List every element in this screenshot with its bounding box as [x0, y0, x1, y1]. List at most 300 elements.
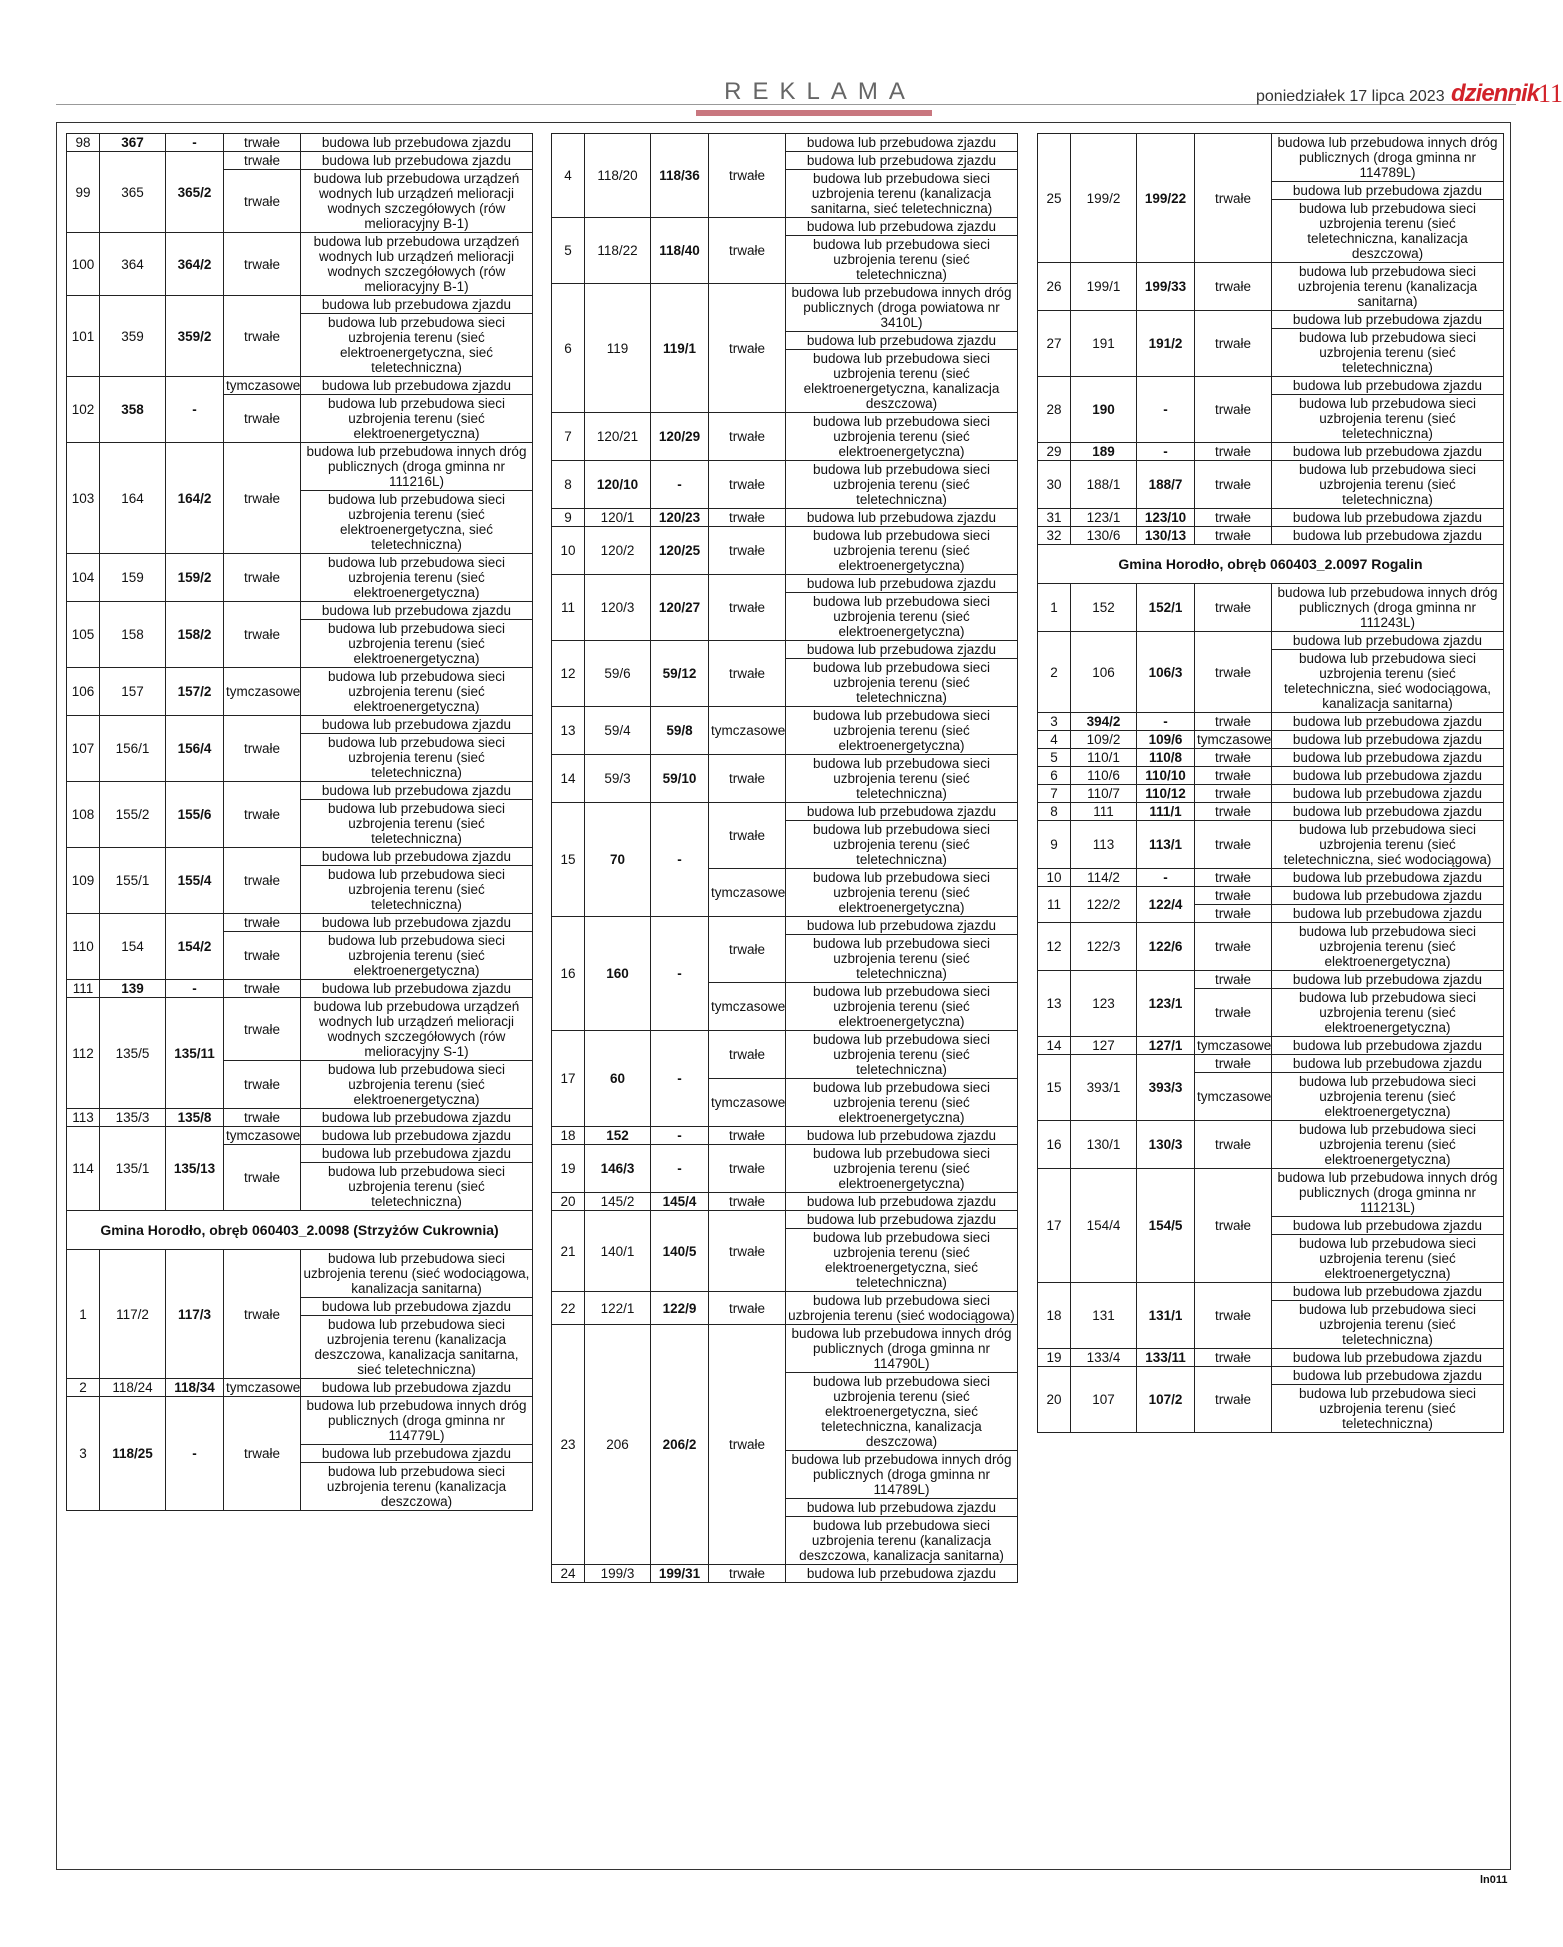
row-number: 26 [1038, 263, 1071, 311]
work-description: budowa lub przebudowa sieci uzbrojenia terenu (sieć elektroenergetyczna) [301, 395, 533, 443]
occupation-type: trwałe [709, 917, 786, 983]
work-description: budowa lub przebudowa sieci uzbrojenia terenu (sieć elektroenergetyczna) [1272, 923, 1504, 971]
work-description: budowa lub przebudowa zjazdu [786, 641, 1018, 659]
work-description: budowa lub przebudowa sieci uzbrojenia terenu (sieć teletechniczna) [301, 734, 533, 782]
table-row [1038, 443, 1504, 461]
parcel-new: 155/6 [166, 782, 224, 848]
work-description: budowa lub przebudowa sieci uzbrojenia terenu (sieć teletechniczna, kanalizacja deszczowa) [1272, 200, 1504, 263]
parcel-new: 118/40 [651, 218, 709, 284]
table-row [552, 1193, 1018, 1211]
table-row [67, 998, 533, 1061]
row-number: 17 [1038, 1169, 1071, 1283]
row-number: 10 [1038, 869, 1071, 887]
parcel-new: 117/3 [166, 1250, 224, 1379]
row-number: 32 [1038, 527, 1071, 545]
table-row [67, 554, 533, 602]
occupation-type: trwałe [1195, 584, 1272, 632]
occupation-type: trwałe [709, 527, 786, 575]
work-description: budowa lub przebudowa zjazdu [1272, 527, 1504, 545]
parcel-new: - [651, 803, 709, 917]
section-heading: Gmina Horodło, obręb 060403_2.0097 Rogalin [1038, 545, 1504, 584]
work-description: budowa lub przebudowa zjazdu [1272, 311, 1504, 329]
occupation-type: trwałe [1195, 632, 1272, 713]
occupation-type: trwałe [224, 170, 301, 233]
parcel-new: 199/33 [1137, 263, 1195, 311]
parcel-old: 122/1 [585, 1292, 651, 1325]
work-description: budowa lub przebudowa zjazdu [301, 1109, 533, 1127]
parcel-new: 59/8 [651, 707, 709, 755]
occupation-type: trwałe [224, 296, 301, 377]
parcel-new: 123/10 [1137, 509, 1195, 527]
parcel-new: 135/11 [166, 998, 224, 1109]
work-description: budowa lub przebudowa zjazdu [301, 782, 533, 800]
parcel-new: 199/31 [651, 1565, 709, 1583]
parcel-old: 130/1 [1071, 1121, 1137, 1169]
parcel-new: 206/2 [651, 1325, 709, 1565]
work-description: budowa lub przebudowa zjazdu [786, 803, 1018, 821]
table-row [67, 980, 533, 998]
occupation-type: trwałe [709, 1193, 786, 1211]
work-description: budowa lub przebudowa sieci uzbrojenia terenu (sieć elektroenergetyczna, sieć teletechniczna) [301, 314, 533, 377]
parcel-new: - [1137, 869, 1195, 887]
work-description: budowa lub przebudowa innych dróg publicznych (droga gminna nr 111243L) [1272, 584, 1504, 632]
row-number: 29 [1038, 443, 1071, 461]
parcel-old: 131 [1071, 1283, 1137, 1349]
work-description: budowa lub przebudowa zjazdu [301, 296, 533, 314]
newspaper-logo: dziennik [1451, 80, 1540, 107]
occupation-type: trwałe [709, 509, 786, 527]
parcel-old: 122/3 [1071, 923, 1137, 971]
occupation-type: tymczasowe [709, 869, 786, 917]
occupation-type: trwałe [224, 1250, 301, 1379]
parcel-new: - [1137, 443, 1195, 461]
occupation-type: tymczasowe [224, 668, 301, 716]
row-number: 111 [67, 980, 100, 998]
parcel-old: 107 [1071, 1367, 1137, 1433]
row-number: 1 [1038, 584, 1071, 632]
work-description: budowa lub przebudowa zjazdu [1272, 971, 1504, 989]
parcel-old: 120/2 [585, 527, 651, 575]
table-row [552, 575, 1018, 593]
parcel-old: 123 [1071, 971, 1137, 1037]
work-description: budowa lub przebudowa zjazdu [1272, 767, 1504, 785]
table-row [1038, 1367, 1504, 1385]
table-row [1038, 509, 1504, 527]
parcel-new: - [166, 134, 224, 152]
table-row [1038, 803, 1504, 821]
parcel-old: 59/3 [585, 755, 651, 803]
table-row [1038, 134, 1504, 182]
table-row [67, 602, 533, 620]
table-row [552, 134, 1018, 152]
row-number: 13 [552, 707, 585, 755]
occupation-type: trwałe [1195, 509, 1272, 527]
row-number: 8 [1038, 803, 1071, 821]
occupation-type: trwałe [224, 998, 301, 1061]
parcel-new: 118/34 [166, 1379, 224, 1397]
occupation-type: tymczasowe [709, 1079, 786, 1127]
row-number: 28 [1038, 377, 1071, 443]
work-description: budowa lub przebudowa zjazdu [1272, 887, 1504, 905]
parcel-old: 157 [100, 668, 166, 716]
parcel-new: 155/4 [166, 848, 224, 914]
parcel-new: 393/3 [1137, 1055, 1195, 1121]
table-row [552, 1145, 1018, 1193]
occupation-type: trwałe [224, 716, 301, 782]
parcel-old: 359 [100, 296, 166, 377]
table-row [1038, 311, 1504, 329]
parcel-new: 188/7 [1137, 461, 1195, 509]
work-description: budowa lub przebudowa sieci uzbrojenia terenu (sieć teletechniczna) [786, 821, 1018, 869]
occupation-type: trwałe [224, 980, 301, 998]
row-number: 18 [552, 1127, 585, 1145]
table-row [552, 803, 1018, 821]
work-description: budowa lub przebudowa zjazdu [1272, 731, 1504, 749]
work-description: budowa lub przebudowa sieci uzbrojenia terenu (sieć elektroenergetyczna) [786, 527, 1018, 575]
work-description: budowa lub przebudowa sieci uzbrojenia terenu (sieć teletechniczna, sieć wodociągowa, kanalizacja sanitarna) [1272, 650, 1504, 713]
occupation-type: tymczasowe [709, 983, 786, 1031]
parcel-new: 135/13 [166, 1127, 224, 1211]
row-number: 107 [67, 716, 100, 782]
work-description: budowa lub przebudowa sieci uzbrojenia terenu (sieć elektroenergetyczna, sieć teletechniczna) [786, 1229, 1018, 1292]
parcel-new: 110/8 [1137, 749, 1195, 767]
table-row [1038, 1283, 1504, 1301]
work-description: budowa lub przebudowa zjazdu [301, 716, 533, 734]
occupation-type: tymczasowe [1195, 1073, 1272, 1121]
parcel-old: 110/7 [1071, 785, 1137, 803]
table-row [1038, 461, 1504, 509]
occupation-type: trwałe [1195, 461, 1272, 509]
work-description: budowa lub przebudowa zjazdu [786, 134, 1018, 152]
work-description: budowa lub przebudowa zjazdu [1272, 377, 1504, 395]
parcel-new: 110/12 [1137, 785, 1195, 803]
parcel-old: 154 [100, 914, 166, 980]
table-row [552, 755, 1018, 803]
work-description: budowa lub przebudowa sieci uzbrojenia terenu (sieć elektroenergetyczna) [786, 413, 1018, 461]
occupation-type: trwałe [1195, 821, 1272, 869]
occupation-type: trwałe [1195, 1121, 1272, 1169]
parcel-new: - [651, 1145, 709, 1193]
work-description: budowa lub przebudowa zjazdu [786, 332, 1018, 350]
parcel-old: 140/1 [585, 1211, 651, 1292]
row-number: 19 [1038, 1349, 1071, 1367]
occupation-type: trwałe [1195, 1367, 1272, 1433]
table-row [1038, 1037, 1504, 1055]
parcel-new: 364/2 [166, 233, 224, 296]
parcel-old: 60 [585, 1031, 651, 1127]
occupation-type: trwałe [709, 218, 786, 284]
table-row [67, 1109, 533, 1127]
parcel-new: - [1137, 713, 1195, 731]
parcel-old: 394/2 [1071, 713, 1137, 731]
work-description: budowa lub przebudowa zjazdu [301, 1127, 533, 1145]
parcel-new: 59/12 [651, 641, 709, 707]
work-description: budowa lub przebudowa zjazdu [1272, 713, 1504, 731]
occupation-type: trwałe [224, 554, 301, 602]
parcel-new: - [651, 461, 709, 509]
work-description: budowa lub przebudowa zjazdu [1272, 1283, 1504, 1301]
occupation-type: tymczasowe [224, 1127, 301, 1145]
parcel-old: 199/3 [585, 1565, 651, 1583]
work-description: budowa lub przebudowa sieci uzbrojenia terenu (sieć elektroenergetyczna, sieć teletechniczna) [301, 491, 533, 554]
row-number: 16 [552, 917, 585, 1031]
footer-code: ln011 [1480, 1874, 1508, 1886]
work-description: budowa lub przebudowa sieci uzbrojenia terenu (sieć elektroenergetyczna) [1272, 1235, 1504, 1283]
occupation-type: trwałe [224, 848, 301, 914]
row-number: 18 [1038, 1283, 1071, 1349]
work-description: budowa lub przebudowa zjazdu [1272, 1037, 1504, 1055]
work-description: budowa lub przebudowa sieci uzbrojenia terenu (sieć elektroenergetyczna, kanalizacja deszczowa) [786, 350, 1018, 413]
parcel-old: 155/1 [100, 848, 166, 914]
row-number: 20 [1038, 1367, 1071, 1433]
occupation-type: trwałe [1195, 989, 1272, 1037]
table-row [67, 377, 533, 395]
occupation-type: trwałe [709, 1565, 786, 1583]
work-description: budowa lub przebudowa zjazdu [786, 917, 1018, 935]
work-description: budowa lub przebudowa sieci uzbrojenia terenu (sieć teletechniczna) [786, 755, 1018, 803]
work-description: budowa lub przebudowa zjazdu [1272, 1367, 1504, 1385]
row-number: 31 [1038, 509, 1071, 527]
row-number: 27 [1038, 311, 1071, 377]
occupation-type: trwałe [224, 395, 301, 443]
parcel-old: 393/1 [1071, 1055, 1137, 1121]
section-row [1038, 545, 1504, 584]
table-row [67, 152, 533, 170]
occupation-type: trwałe [1195, 713, 1272, 731]
table-row [1038, 869, 1504, 887]
parcel-new: 120/23 [651, 509, 709, 527]
row-number: 3 [1038, 713, 1071, 731]
table-row [552, 1031, 1018, 1079]
work-description: budowa lub przebudowa zjazdu [301, 980, 533, 998]
table-row [67, 1250, 533, 1298]
parcel-new: 130/13 [1137, 527, 1195, 545]
table-row [67, 233, 533, 296]
occupation-type: trwałe [1195, 1349, 1272, 1367]
parcel-new: 107/2 [1137, 1367, 1195, 1433]
parcel-new: 133/11 [1137, 1349, 1195, 1367]
parcel-new: 123/1 [1137, 971, 1195, 1037]
parcel-old: 130/6 [1071, 527, 1137, 545]
column-3 [1037, 133, 1504, 1433]
table-row [1038, 767, 1504, 785]
table-row [67, 668, 533, 716]
parcel-old: 158 [100, 602, 166, 668]
work-description: budowa lub przebudowa sieci uzbrojenia terenu (sieć teletechniczna) [1272, 1301, 1504, 1349]
row-number: 25 [1038, 134, 1071, 263]
occupation-type: trwałe [1195, 869, 1272, 887]
parcel-new: 119/1 [651, 284, 709, 413]
parcel-old: 367 [100, 134, 166, 152]
table-row [552, 527, 1018, 575]
work-description: budowa lub przebudowa zjazdu [1272, 905, 1504, 923]
parcel-new: 113/1 [1137, 821, 1195, 869]
work-description: budowa lub przebudowa sieci uzbrojenia terenu (sieć teletechniczna, sieć wodociągowa) [1272, 821, 1504, 869]
parcel-old: 365 [100, 152, 166, 233]
parcel-old: 117/2 [100, 1250, 166, 1379]
occupation-type: trwałe [1195, 905, 1272, 923]
row-number: 2 [1038, 632, 1071, 713]
occupation-type: trwałe [1195, 311, 1272, 377]
parcel-old: 206 [585, 1325, 651, 1565]
occupation-type: trwałe [709, 284, 786, 413]
table-row [1038, 971, 1504, 989]
row-number: 7 [552, 413, 585, 461]
parcel-old: 155/2 [100, 782, 166, 848]
parcel-old: 118/20 [585, 134, 651, 218]
occupation-type: trwałe [224, 1061, 301, 1109]
row-number: 114 [67, 1127, 100, 1211]
table-row [552, 707, 1018, 755]
row-number: 30 [1038, 461, 1071, 509]
occupation-type: trwałe [709, 575, 786, 641]
work-description: budowa lub przebudowa sieci uzbrojenia terenu (sieć elektroenergetyczna) [1272, 989, 1504, 1037]
parcel-new: 122/4 [1137, 887, 1195, 923]
table-row [1038, 785, 1504, 803]
parcel-new: 130/3 [1137, 1121, 1195, 1169]
work-description: budowa lub przebudowa sieci uzbrojenia terenu (sieć elektroenergetyczna) [786, 707, 1018, 755]
work-description: budowa lub przebudowa sieci uzbrojenia terenu (sieć elektroenergetyczna) [786, 983, 1018, 1031]
parcel-old: 110/6 [1071, 767, 1137, 785]
table-row [67, 716, 533, 734]
work-description: budowa lub przebudowa sieci uzbrojenia terenu (sieć elektroenergetyczna) [301, 932, 533, 980]
occupation-type: tymczasowe [1195, 1037, 1272, 1055]
parcel-old: 152 [585, 1127, 651, 1145]
work-description: budowa lub przebudowa sieci uzbrojenia terenu (sieć elektroenergetyczna) [301, 668, 533, 716]
parcel-table-2 [551, 133, 1018, 1583]
parcel-old: 70 [585, 803, 651, 917]
work-description: budowa lub przebudowa sieci uzbrojenia terenu (kanalizacja sanitarna, sieć teletechniczna) [786, 170, 1018, 218]
work-description: budowa lub przebudowa zjazdu [1272, 1055, 1504, 1073]
work-description: budowa lub przebudowa zjazdu [1272, 785, 1504, 803]
row-number: 13 [1038, 971, 1071, 1037]
row-number: 1 [67, 1250, 100, 1379]
table-row [1038, 821, 1504, 869]
parcel-old: 139 [100, 980, 166, 998]
work-description: budowa lub przebudowa sieci uzbrojenia terenu (sieć elektroenergetyczna) [786, 593, 1018, 641]
table-row [552, 917, 1018, 935]
occupation-type: trwałe [224, 602, 301, 668]
work-description: budowa lub przebudowa zjazdu [786, 1211, 1018, 1229]
row-number: 6 [1038, 767, 1071, 785]
occupation-type: trwałe [709, 803, 786, 869]
row-number: 113 [67, 1109, 100, 1127]
work-description: budowa lub przebudowa sieci uzbrojenia terenu (sieć elektroenergetyczna) [1272, 1073, 1504, 1121]
occupation-type: trwałe [224, 782, 301, 848]
work-description: budowa lub przebudowa sieci uzbrojenia terenu (sieć teletechniczna) [786, 659, 1018, 707]
occupation-type: trwałe [224, 1397, 301, 1511]
work-description: budowa lub przebudowa zjazdu [1272, 749, 1504, 767]
occupation-type: trwałe [1195, 263, 1272, 311]
occupation-type: trwałe [1195, 1283, 1272, 1349]
row-number: 100 [67, 233, 100, 296]
parcel-new: 118/36 [651, 134, 709, 218]
parcel-old: 160 [585, 917, 651, 1031]
parcel-new: - [651, 1127, 709, 1145]
work-description: budowa lub przebudowa zjazdu [786, 1193, 1018, 1211]
table-row [67, 1397, 533, 1445]
parcel-old: 135/1 [100, 1127, 166, 1211]
parcel-new: - [651, 917, 709, 1031]
row-number: 3 [67, 1397, 100, 1511]
occupation-type: trwałe [709, 1292, 786, 1325]
parcel-new: 122/9 [651, 1292, 709, 1325]
occupation-type: trwałe [1195, 1055, 1272, 1073]
work-description: budowa lub przebudowa zjazdu [1272, 632, 1504, 650]
parcel-old: 114/2 [1071, 869, 1137, 887]
parcel-old: 120/3 [585, 575, 651, 641]
parcel-old: 122/2 [1071, 887, 1137, 923]
table-row [67, 914, 533, 932]
parcel-old: 145/2 [585, 1193, 651, 1211]
work-description: budowa lub przebudowa sieci uzbrojenia terenu (sieć elektroenergetyczna) [1272, 1121, 1504, 1169]
work-description: budowa lub przebudowa sieci uzbrojenia terenu (sieć teletechniczna) [1272, 1385, 1504, 1433]
parcel-new: 152/1 [1137, 584, 1195, 632]
table-row [67, 134, 533, 152]
row-number: 7 [1038, 785, 1071, 803]
work-description: budowa lub przebudowa sieci uzbrojenia terenu (sieć elektroenergetyczna) [786, 869, 1018, 917]
parcel-old: 59/6 [585, 641, 651, 707]
table-row [1038, 887, 1504, 905]
row-number: 4 [552, 134, 585, 218]
occupation-type: trwałe [224, 914, 301, 932]
parcel-old: 364 [100, 233, 166, 296]
parcel-old: 156/1 [100, 716, 166, 782]
table-row [552, 218, 1018, 236]
table-row [552, 413, 1018, 461]
row-number: 24 [552, 1565, 585, 1583]
row-number: 15 [1038, 1055, 1071, 1121]
parcel-old: 135/5 [100, 998, 166, 1109]
work-description: budowa lub przebudowa zjazdu [786, 152, 1018, 170]
column-1 [66, 133, 533, 1511]
table-row [552, 509, 1018, 527]
occupation-type: trwałe [1195, 1169, 1272, 1283]
row-number: 98 [67, 134, 100, 152]
parcel-new: 157/2 [166, 668, 224, 716]
work-description: budowa lub przebudowa sieci uzbrojenia terenu (sieć teletechniczna) [786, 461, 1018, 509]
parcel-old: 119 [585, 284, 651, 413]
occupation-type: trwałe [224, 1109, 301, 1127]
work-description: budowa lub przebudowa sieci uzbrojenia terenu (kanalizacja deszczowa) [301, 1463, 533, 1511]
occupation-type: trwałe [1195, 803, 1272, 821]
parcel-old: 120/21 [585, 413, 651, 461]
row-number: 14 [552, 755, 585, 803]
parcel-old: 127 [1071, 1037, 1137, 1055]
occupation-type: trwałe [709, 1127, 786, 1145]
parcel-new: 154/5 [1137, 1169, 1195, 1283]
work-description: budowa lub przebudowa zjazdu [301, 1298, 533, 1316]
row-number: 102 [67, 377, 100, 443]
table-row [1038, 1169, 1504, 1217]
work-description: budowa lub przebudowa sieci uzbrojenia terenu (sieć teletechniczna) [786, 236, 1018, 284]
occupation-type: trwałe [224, 1145, 301, 1211]
parcel-old: 146/3 [585, 1145, 651, 1193]
parcel-new: - [651, 1031, 709, 1127]
row-number: 22 [552, 1292, 585, 1325]
parcel-table-1 [66, 133, 533, 1511]
work-description: budowa lub przebudowa zjazdu [1272, 509, 1504, 527]
row-number: 9 [552, 509, 585, 527]
table-row [1038, 923, 1504, 971]
table-row [1038, 731, 1504, 749]
parcel-table-3 [1037, 133, 1504, 1433]
row-number: 9 [1038, 821, 1071, 869]
table-row [1038, 1121, 1504, 1169]
work-description: budowa lub przebudowa sieci uzbrojenia terenu (sieć teletechniczna) [301, 1163, 533, 1211]
table-row [1038, 263, 1504, 311]
work-description: budowa lub przebudowa zjazdu [786, 575, 1018, 593]
